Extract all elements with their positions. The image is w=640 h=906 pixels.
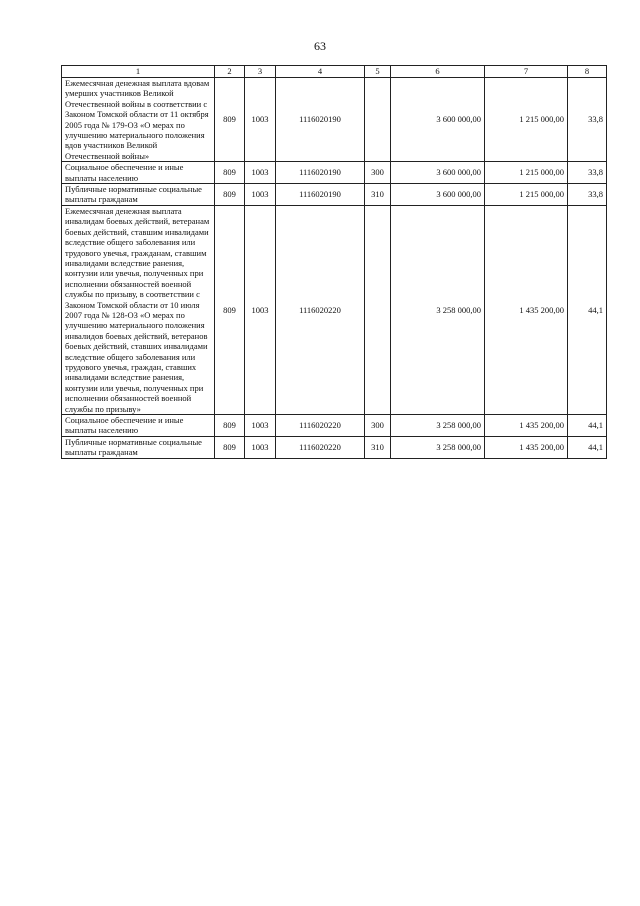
row-section-code: 1003 xyxy=(245,415,276,437)
header-cell-8: 8 xyxy=(568,66,607,78)
row-actual-amount: 1 435 200,00 xyxy=(485,415,568,437)
row-expense-type xyxy=(365,205,391,414)
row-expense-type: 300 xyxy=(365,162,391,184)
row-description: Публичные нормативные социальные выплаты гражданам xyxy=(62,436,215,458)
row-expense-type xyxy=(365,78,391,162)
header-cell-5: 5 xyxy=(365,66,391,78)
header-cell-6: 6 xyxy=(391,66,485,78)
row-section-code: 1003 xyxy=(245,78,276,162)
page-number: 63 xyxy=(314,39,326,53)
header-cell-2: 2 xyxy=(215,66,245,78)
budget-table xyxy=(61,65,607,459)
row-percent: 44,1 xyxy=(568,205,607,414)
row-plan-amount: 3 258 000,00 xyxy=(391,415,485,437)
row-ministry-code: 809 xyxy=(215,162,245,184)
row-target-code: 1116020190 xyxy=(276,184,365,206)
row-percent: 33,8 xyxy=(568,184,607,206)
row-ministry-code: 809 xyxy=(215,415,245,437)
row-expense-type: 310 xyxy=(365,184,391,206)
row-section-code: 1003 xyxy=(245,436,276,458)
row-percent: 33,8 xyxy=(568,162,607,184)
header-cell-3: 3 xyxy=(245,66,276,78)
header-cell-7: 7 xyxy=(485,66,568,78)
row-ministry-code: 809 xyxy=(215,78,245,162)
row-actual-amount: 1 215 000,00 xyxy=(485,184,568,206)
table-row xyxy=(62,162,607,184)
row-plan-amount: 3 600 000,00 xyxy=(391,184,485,206)
row-actual-amount: 1 435 200,00 xyxy=(485,205,568,414)
row-description: Публичные нормативные социальные выплаты гражданам xyxy=(62,184,215,206)
table-row xyxy=(62,205,607,414)
row-section-code: 1003 xyxy=(245,205,276,414)
row-expense-type: 310 xyxy=(365,436,391,458)
row-target-code: 1116020190 xyxy=(276,78,365,162)
row-expense-type: 300 xyxy=(365,415,391,437)
row-plan-amount: 3 600 000,00 xyxy=(391,78,485,162)
header-row xyxy=(62,66,607,78)
table-row xyxy=(62,436,607,458)
row-section-code: 1003 xyxy=(245,162,276,184)
header-cell-1: 1 xyxy=(62,66,215,78)
table-row xyxy=(62,78,607,162)
row-description: Социальное обеспечение и иные выплаты населению xyxy=(62,162,215,184)
table-row xyxy=(62,415,607,437)
header-cell-4: 4 xyxy=(276,66,365,78)
row-plan-amount: 3 258 000,00 xyxy=(391,205,485,414)
row-ministry-code: 809 xyxy=(215,205,245,414)
row-target-code: 1116020220 xyxy=(276,205,365,414)
row-actual-amount: 1 435 200,00 xyxy=(485,436,568,458)
row-ministry-code: 809 xyxy=(215,184,245,206)
row-description: Социальное обеспечение и иные выплаты населению xyxy=(62,415,215,437)
row-plan-amount: 3 258 000,00 xyxy=(391,436,485,458)
row-plan-amount: 3 600 000,00 xyxy=(391,162,485,184)
table-row xyxy=(62,184,607,206)
row-percent: 44,1 xyxy=(568,415,607,437)
row-target-code: 1116020220 xyxy=(276,415,365,437)
row-description: Ежемесячная денежная выплата вдовам умерших участников Великой Отечественной войны в соответствии с Законом Томской области от 11 октября 2005 года № 179-ОЗ «О мерах по улучшению материального положения вдов участников Великой Отечественной войны» xyxy=(62,78,215,162)
row-description: Ежемесячная денежная выплата инвалидам боевых действий, ветеранам боевых действий, ставшим инвалидами вследствие общего заболевания или трудового увечья, гражданам, ставшим инвалидами вследствие ранения, контузии или увечья, полученных при исполнении обязанностей военной службы по призыву, в соответствии с Законом Томской области от 10 июля 2007 года № 128-ОЗ «О мерах по улучшению материального положения инвалидов боевых действий, ветеранов боевых действий, ставших инвалидами вследствие общего заболевания или трудового увечья, граждан, ставших инвалидами вследствие ранения, контузии или увечья, полученных при исполнении обязанностей военной службы по призыву» xyxy=(62,205,215,414)
row-percent: 33,8 xyxy=(568,78,607,162)
row-actual-amount: 1 215 000,00 xyxy=(485,78,568,162)
row-ministry-code: 809 xyxy=(215,436,245,458)
row-section-code: 1003 xyxy=(245,184,276,206)
row-target-code: 1116020220 xyxy=(276,436,365,458)
row-target-code: 1116020190 xyxy=(276,162,365,184)
row-actual-amount: 1 215 000,00 xyxy=(485,162,568,184)
row-percent: 44,1 xyxy=(568,436,607,458)
